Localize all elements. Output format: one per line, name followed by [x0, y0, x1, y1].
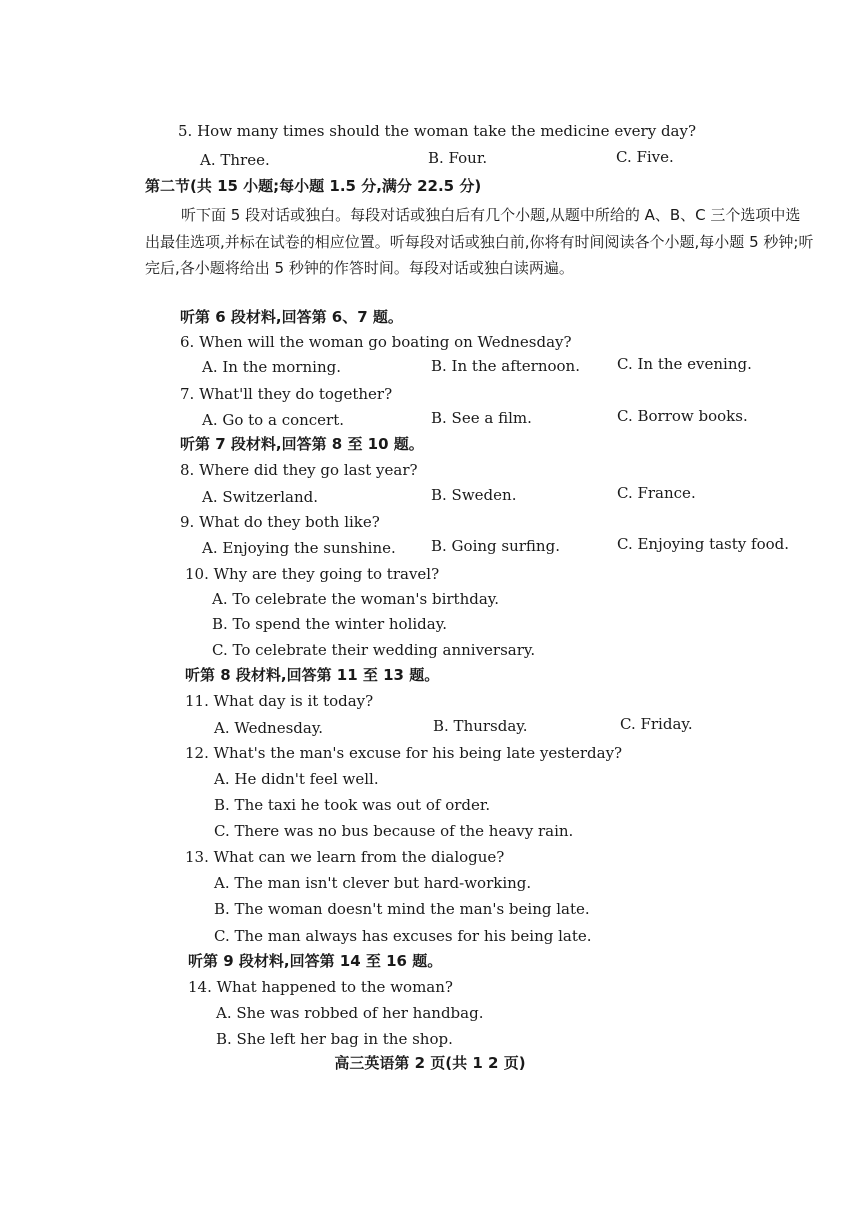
- question-6: 6. When will the woman go boating on Wednesday?: [180, 333, 572, 351]
- q5-option-a: A. Three.: [200, 151, 270, 169]
- q14-option-b: B. She left her bag in the shop.: [216, 1030, 453, 1048]
- q9-option-b: B. Going surfing.: [431, 537, 560, 555]
- question-13: 13. What can we learn from the dialogue?: [185, 848, 505, 866]
- page-footer: 高三英语第 2 页(共 1 2 页): [334, 1054, 526, 1072]
- q10-option-a: A. To celebrate the woman's birthday.: [212, 590, 500, 608]
- q9-option-a: A. Enjoying the sunshine.: [202, 539, 396, 557]
- question-12: 12. What's the man's excuse for his being late yesterday?: [185, 744, 623, 762]
- q8-option-b: B. Sweden.: [431, 486, 517, 504]
- q13-option-c: C. The man always has excuses for his being late.: [214, 927, 592, 945]
- q12-option-b: B. The taxi he took was out of order.: [214, 796, 491, 814]
- q5-option-b: B. Four.: [428, 149, 488, 167]
- q10-option-c: C. To celebrate their wedding anniversary.: [212, 641, 536, 659]
- question-7: 7. What'll they do together?: [180, 385, 393, 403]
- group9-title: 听第 9 段材料,回答第 14 至 16 题。: [188, 952, 443, 970]
- q6-option-a: A. In the morning.: [202, 358, 341, 376]
- q6-option-c: C. In the evening.: [617, 355, 752, 373]
- question-14: 14. What happened to the woman?: [188, 978, 453, 996]
- group6-title: 听第 6 段材料,回答第 6、7 题。: [180, 308, 403, 326]
- question-10: 10. Why are they going to travel?: [185, 565, 440, 583]
- q6-option-b: B. In the afternoon.: [431, 357, 580, 375]
- question-11: 11. What day is it today?: [185, 692, 374, 710]
- group7-title: 听第 7 段材料,回答第 8 至 10 题。: [180, 435, 424, 453]
- q8-option-a: A. Switzerland.: [202, 488, 319, 506]
- q7-option-c: C. Borrow books.: [617, 407, 748, 425]
- q7-option-a: A. Go to a concert.: [202, 411, 345, 429]
- q5-option-c: C. Five.: [616, 148, 674, 166]
- q9-option-c: C. Enjoying tasty food.: [617, 535, 789, 553]
- group8-title: 听第 8 段材料,回答第 11 至 13 题。: [185, 666, 440, 684]
- section2-header: 第二节(共 15 小题;每小题 1.5 分,满分 22.5 分): [145, 177, 482, 195]
- q11-option-a: A. Wednesday.: [214, 719, 324, 737]
- q11-option-b: B. Thursday.: [433, 717, 528, 735]
- question-8: 8. Where did they go last year?: [180, 461, 418, 479]
- q12-option-a: A. He didn't feel well.: [214, 770, 379, 788]
- q13-option-a: A. The man isn't clever but hard-working.: [214, 874, 532, 892]
- q7-option-b: B. See a film.: [431, 409, 532, 427]
- question-9: 9. What do they both like?: [180, 513, 380, 531]
- q14-option-a: A. She was robbed of her handbag.: [216, 1004, 484, 1022]
- q13-option-b: B. The woman doesn't mind the man's being late.: [214, 900, 590, 918]
- q8-option-c: C. France.: [617, 484, 696, 502]
- q12-option-c: C. There was no bus because of the heavy rain.: [214, 822, 574, 840]
- question-5: 5. How many times should the woman take the medicine every day?: [178, 122, 697, 140]
- q11-option-c: C. Friday.: [620, 715, 693, 733]
- section2-instructions: 听下面 5 段对话或独白。每段对话或独白后有几个小题,从题中所给的 A、B、C 三个选项中选出最佳选项,并标在试卷的相应位置。听每段对话或独白前,你将有时间阅读各个小题,每小题 5 秒钟;听完后,各小题将给出 5 秒钟的作答时间。每段对话或独白读两遍。: [145, 206, 814, 277]
- q10-option-b: B. To spend the winter holiday.: [212, 615, 447, 633]
